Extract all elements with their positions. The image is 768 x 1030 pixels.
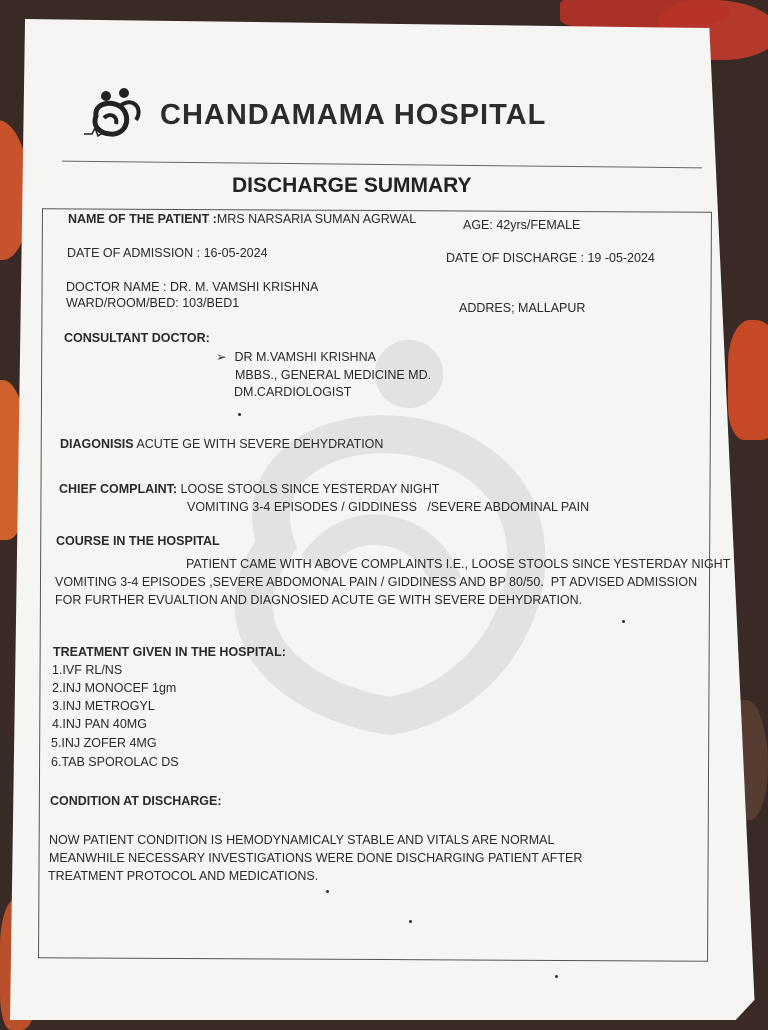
course-label: COURSE IN THE HOSPITAL: [56, 534, 220, 548]
complaint-label: CHIEF COMPLAINT:: [59, 482, 178, 496]
treatment-item: 3.INJ METROGYL: [52, 699, 155, 713]
treatment-item: 4.INJ PAN 40MG: [52, 717, 147, 731]
patient-name-value: MRS NARSARIA SUMAN AGRWAL: [216, 212, 417, 226]
paper-speck: [238, 413, 241, 416]
condition-line-2: MEANWHILE NECESSARY INVESTIGATIONS WERE DONE DISCHARGING PATIENT AFTER: [49, 851, 583, 865]
consultant-label: CONSULTANT DOCTOR:: [64, 331, 210, 345]
treatment-item: 2.INJ MONOCEF 1gm: [52, 681, 177, 695]
ward-room-bed: WARD/ROOM/BED: 103/BED1: [66, 296, 240, 310]
consultant-line-2: MBBS., GENERAL MEDICINE MD.: [235, 368, 432, 382]
course-line-2: VOMITING 3-4 EPISODES ,SEVERE ABDOMONAL PAIN / GIDDINESS AND BP 80/50. PT ADVISED ADMISSION: [55, 575, 698, 589]
treatment-label: TREATMENT GIVEN IN THE HOSPITAL:: [53, 645, 286, 659]
patient-address: ADDRES; MALLAPUR: [459, 301, 586, 315]
hospital-name: CHANDAMAMA HOSPITAL: [160, 99, 547, 131]
arrow-bullet-icon: ➢: [216, 350, 227, 364]
patient-age: AGE: 42yrs/FEMALE: [463, 218, 581, 232]
paper-speck: [326, 890, 329, 893]
diagnosis-label: DIAGONISIS: [60, 437, 134, 451]
paper-speck: [622, 620, 625, 623]
complaint-line-2: VOMITING 3-4 EPISODES / GIDDINESS /SEVERE ABDOMINAL PAIN: [187, 500, 590, 514]
course-line-3: FOR FURTHER EVUALTION AND DIAGNOSIED ACUTE GE WITH SEVERE DEHYDRATION.: [55, 593, 583, 607]
condition-line-1: NOW PATIENT CONDITION IS HEMODYNAMICALY STABLE AND VITALS ARE NORMAL: [49, 833, 555, 847]
admission-date: DATE OF ADMISSION : 16-05-2024: [67, 246, 268, 260]
diagnosis-value: ACUTE GE WITH SEVERE DEHYDRATION: [136, 437, 384, 451]
paper-speck: [555, 975, 558, 978]
hospital-logo-icon: [84, 86, 148, 140]
paper-speck: [409, 920, 412, 923]
discharge-date: DATE OF DISCHARGE : 19 -05-2024: [446, 251, 655, 265]
complaint-row: [59, 482, 439, 496]
patient-name-label: NAME OF THE PATIENT :: [68, 212, 217, 226]
consultant-line-3: DM.CARDIOLOGIST: [234, 385, 352, 399]
treatment-item: 5.INJ ZOFER 4MG: [51, 736, 157, 750]
document-title: DISCHARGE SUMMARY: [232, 174, 472, 197]
condition-line-3: TREATMENT PROTOCOL AND MEDICATIONS.: [48, 869, 319, 883]
condition-label: CONDITION AT DISCHARGE:: [50, 794, 222, 808]
doctor-name: DOCTOR NAME : DR. M. VAMSHI KRISHNA: [66, 280, 319, 294]
course-line-1: PATIENT CAME WITH ABOVE COMPLAINTS I.E., LOOSE STOOLS SINCE YESTERDAY NIGHT: [186, 557, 731, 571]
consultant-line-1: ➢ DR M.VAMSHI KRISHNA: [216, 350, 376, 364]
patient-name-row: [68, 212, 416, 226]
treatment-item: 1.IVF RL/NS: [52, 663, 123, 677]
complaint-line-1: LOOSE STOOLS SINCE YESTERDAY NIGHT: [180, 482, 440, 496]
diagnosis-row: [60, 437, 383, 451]
treatment-item: 6.TAB SPOROLAC DS: [51, 755, 179, 769]
